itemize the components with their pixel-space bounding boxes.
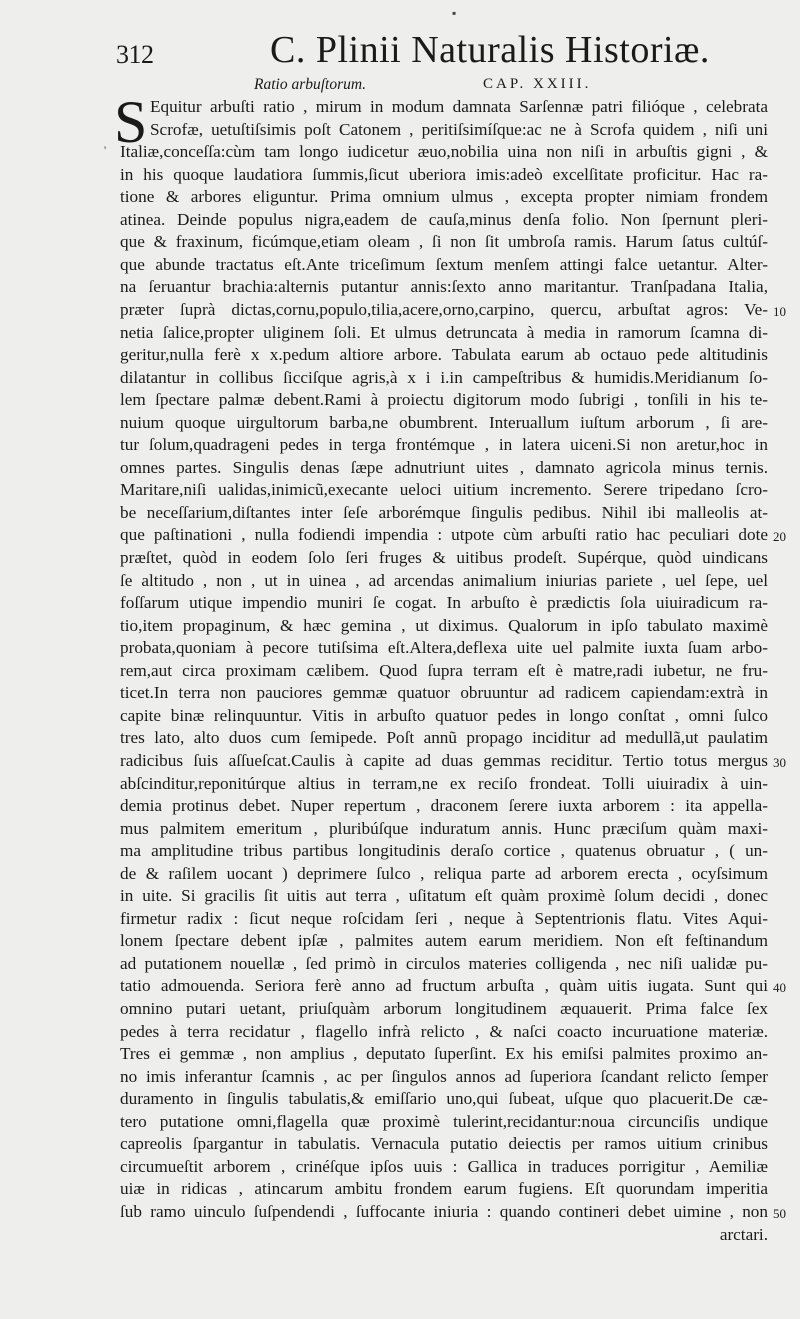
running-head: C. Plinii Naturalis Historiæ. xyxy=(270,29,710,71)
text-line: tatio admouenda. Seriora ferè anno ad fructum arbuſta , quàm uitis iugata. Sunt qui xyxy=(120,976,768,996)
text-line: pedes à terra recidatur , flagello infrà relicto , & naſci coacto incuruatione materiæ. xyxy=(120,1021,768,1041)
text-line: tur ſolum,quadrageni pedes in terga frontémque , in latera uiceni.Si non aretur,hoc in xyxy=(120,435,768,455)
text-line: omnino putari uetant, priuſquàm arborum longitudinem æquauerit. Prima falce ſex xyxy=(120,999,768,1018)
text-line: de & raſilem uocant ) deprimere ſulco , reliqua parte ad arborem erecta , ocyſsimum xyxy=(120,863,768,883)
text-line: arctari. xyxy=(719,1224,768,1244)
text-line: Scrofæ, uetuſtiſsimis poſt Catonem , peritiſsimíſque:ac ne à Scrofa quidem , niſi uni xyxy=(150,119,768,139)
text-line: capreolis ſpargantur in tabulatis. Vernacula putatio deiectis per ramos uitium crinibus xyxy=(120,1134,768,1154)
chapter-label: CAP. XXIII. xyxy=(483,76,592,92)
text-line: radicibus ſuis aſſueſcat.Caulis à capite ad duas gemmas reciditur. Tertio totus mergus xyxy=(120,750,768,770)
text-line: ad putationem nouellæ , ſed primò in circulos materies colligenda , nec niſi ualidæ pu- xyxy=(120,953,768,973)
text-line: probata,quoniam à pecore tutiſsima eſt.Altera,deflexa uite uel palmite iuxta ſuam arbo- xyxy=(120,638,768,658)
text-line: Italiæ,conceſſa:cùm tam longo iudicetur æuo,nobilia uina non niſi in arbuſtis gigni , & xyxy=(120,142,768,162)
text-line: ma amplitudine tribus partibus longitudinis deraſo cortice , quatenus obruatur , ( un- xyxy=(120,841,768,861)
text-line: atinea. Deinde populus nigra,eadem de cauſa,minus denſa folio. Non ſpernunt pleri- xyxy=(120,209,768,229)
text-line: omnes partes. Singulis denas ſæpe adnutriunt uites , damnato agricola minus ternis. xyxy=(120,457,768,477)
text-line: tres lato, alto duos cum ſemipede. Poſt annũ propago inciditur ad medullã,ut paulatim xyxy=(120,728,768,748)
text-line: ſub ramo uinculo ſuſpendendi , ſuffocante iniuria : quando contineri debet uimine , non xyxy=(120,1201,768,1221)
text-line: dilatantur in collibus ſicciſque agris,à x i i.in campeſtribus & humidis.Meridianum ſo- xyxy=(120,367,768,387)
text-line: Tres ei gemmæ , non amplius , deputato ſuperſint. Ex his emiſsi palmites proximo an- xyxy=(120,1044,768,1064)
text-line: que abunde tractatus eſt.Ante triceſimum ſextum menſem attingi falce uetantur. Alter- xyxy=(120,254,768,274)
text-line: foſſarum utique impendio muniri ſe cogat. In arbuſto è prædictis ſola uiuiradicum ra- xyxy=(120,593,768,613)
text-line: na ſeruantur brachia:alternis putantur annis:ſexto anno maritantur. Tranſpadana Italia, xyxy=(120,277,768,297)
text-line: ſe altitudo , non , ut in uinea , ad arcendas animalium iniurias pariete , uel ſepe, uel xyxy=(120,570,768,590)
margin-line-number: 30 xyxy=(773,754,786,770)
text-line: Equitur arbuſti ratio , mirum in modum damnata Sarſennæ patri filióque , celebrata xyxy=(150,97,768,116)
text-line: lem ſpectare palmæ debent.Rami à proiectu digitorum modo ſubrigi , tonſili in his te- xyxy=(120,390,768,410)
section-heading: Ratio arbuſtorum. xyxy=(254,76,366,93)
margin-line-number: 20 xyxy=(773,529,786,545)
text-line: no imis inferantur ſcamnis , ac per ſingulos annos ad ſuperiora ſcandant relicto ſemper xyxy=(120,1066,768,1086)
text-line: præter ſuprà dictas,cornu,populo,tilia,acere,orno,carpino, quercu, arbuſtat agros: Ve- xyxy=(120,299,768,319)
page-number: 312 xyxy=(116,40,154,69)
text-line: circumueſtit arborem , crinéſque ipſos uuis : Gallica in traduces porrigitur , Aemiliæ xyxy=(120,1156,768,1176)
text-line: ticet.In terra non pauciores gemmæ quatuor obruuntur ad radicem capiendam:extrà in xyxy=(120,683,768,703)
text-line: capite binæ relinquuntur. Vitis in arbuſto quatuor pedes in longo conſtat , omni ſulco xyxy=(120,705,768,725)
text-line: mus palmitem emeritum , pluribúſque induratum annis. Hunc præciſum quàm maxi- xyxy=(120,818,768,838)
ink-speck: ' xyxy=(104,143,107,157)
text-line: firmetur radix : ſicut neque roſcidam ſeri , neque à Septentrionis flatu. Vites Aqui- xyxy=(120,908,768,928)
margin-line-number: 10 xyxy=(773,303,786,319)
text-line: be neceſſarium,diſtantes inter ſeſe arborémque ſingulis pedibus. Nihil ibi malleolis at- xyxy=(120,502,768,522)
text-line: rem,aut circa proximam cælibem. Quod ſupra terram eſt è matre,radi iubetur, ne fru- xyxy=(120,660,768,680)
text-line: que & fraxinum, ficúmque,etiam oleam , ſi non ſit umbroſa ramis. Harum ſatus cultúſ- xyxy=(120,232,768,252)
margin-line-number: 50 xyxy=(773,1205,786,1221)
text-line: netia ſalice,propter uliginem ſoli. Et ulmus detruncata à media in ramorum ſcamna di- xyxy=(120,322,768,342)
text-line: tero putatione omni,flagella quæ proximè tulerint,recidantur:noua circunciſis undique xyxy=(120,1111,768,1131)
text-line: duramento in ſingulis tabulatis,& emiſſario uno,qui ſubeat, uſque quo placuerit.De cæ- xyxy=(120,1089,768,1109)
text-line: nuium quoque uirgultorum barba,ne obumbrent. Interuallum iuſtum arborum , ſi are- xyxy=(120,412,768,432)
text-line: in his quoque laudatiora ſummis,ſicut uberiora imis:adeò excelſitate proficitur. Hac ra- xyxy=(120,164,768,184)
text-line: in uite. Si gracilis ſit uitis aut terra , uſitatum eſt quàm proximè ſolum decidi , donec xyxy=(120,886,768,906)
text-line: geritur,nulla ferè x x.pedum altiore arbore. Tabulata earum ab octauo pede altitudinis xyxy=(120,345,768,365)
ink-speck: ▪ xyxy=(452,6,457,20)
text-line: abſcinditur,reponitúrque altius in terram,ne ex reciſo frondeat. Tolli uiuiradix à uin- xyxy=(120,773,768,793)
text-line: tione & arbores eliguntur. Prima omnium ulmus , excepta propter nimiam frondem xyxy=(120,187,768,207)
margin-line-number: 40 xyxy=(773,980,786,996)
text-line: demia protinus debet. Nuper repertum , draconem ſerere iuxta arborem : ita appella- xyxy=(120,796,768,816)
drop-cap: S xyxy=(114,89,148,155)
text-line: que paſtinationi , nulla fodiendi impendia : utpote cùm arbuſti ratio hac peculiari dote xyxy=(120,525,768,545)
text-line: Maritare,niſi ualidas,inimicũ,execante ueloci uitium incremento. Serere tripedano ſcro- xyxy=(120,480,768,500)
text-line: uiæ in ridicas , atincarum ambitu frondem earum fugiens. Eſt quorundam imperitia xyxy=(120,1179,768,1199)
text-line: tio,item propaginum, & hæc gemina , ut diximus. Qualorum in ipſo tabulato maximè xyxy=(120,615,768,635)
text-line: præſtet, quòd in eodem ſolo ſeri fruges & uitibus prodeſt. Supérque, quòd uindicans xyxy=(120,548,768,567)
text-line: lonem ſpectare debent ipſæ , palmites autem earum meridiem. Non eſt feſtinandum xyxy=(120,931,768,951)
